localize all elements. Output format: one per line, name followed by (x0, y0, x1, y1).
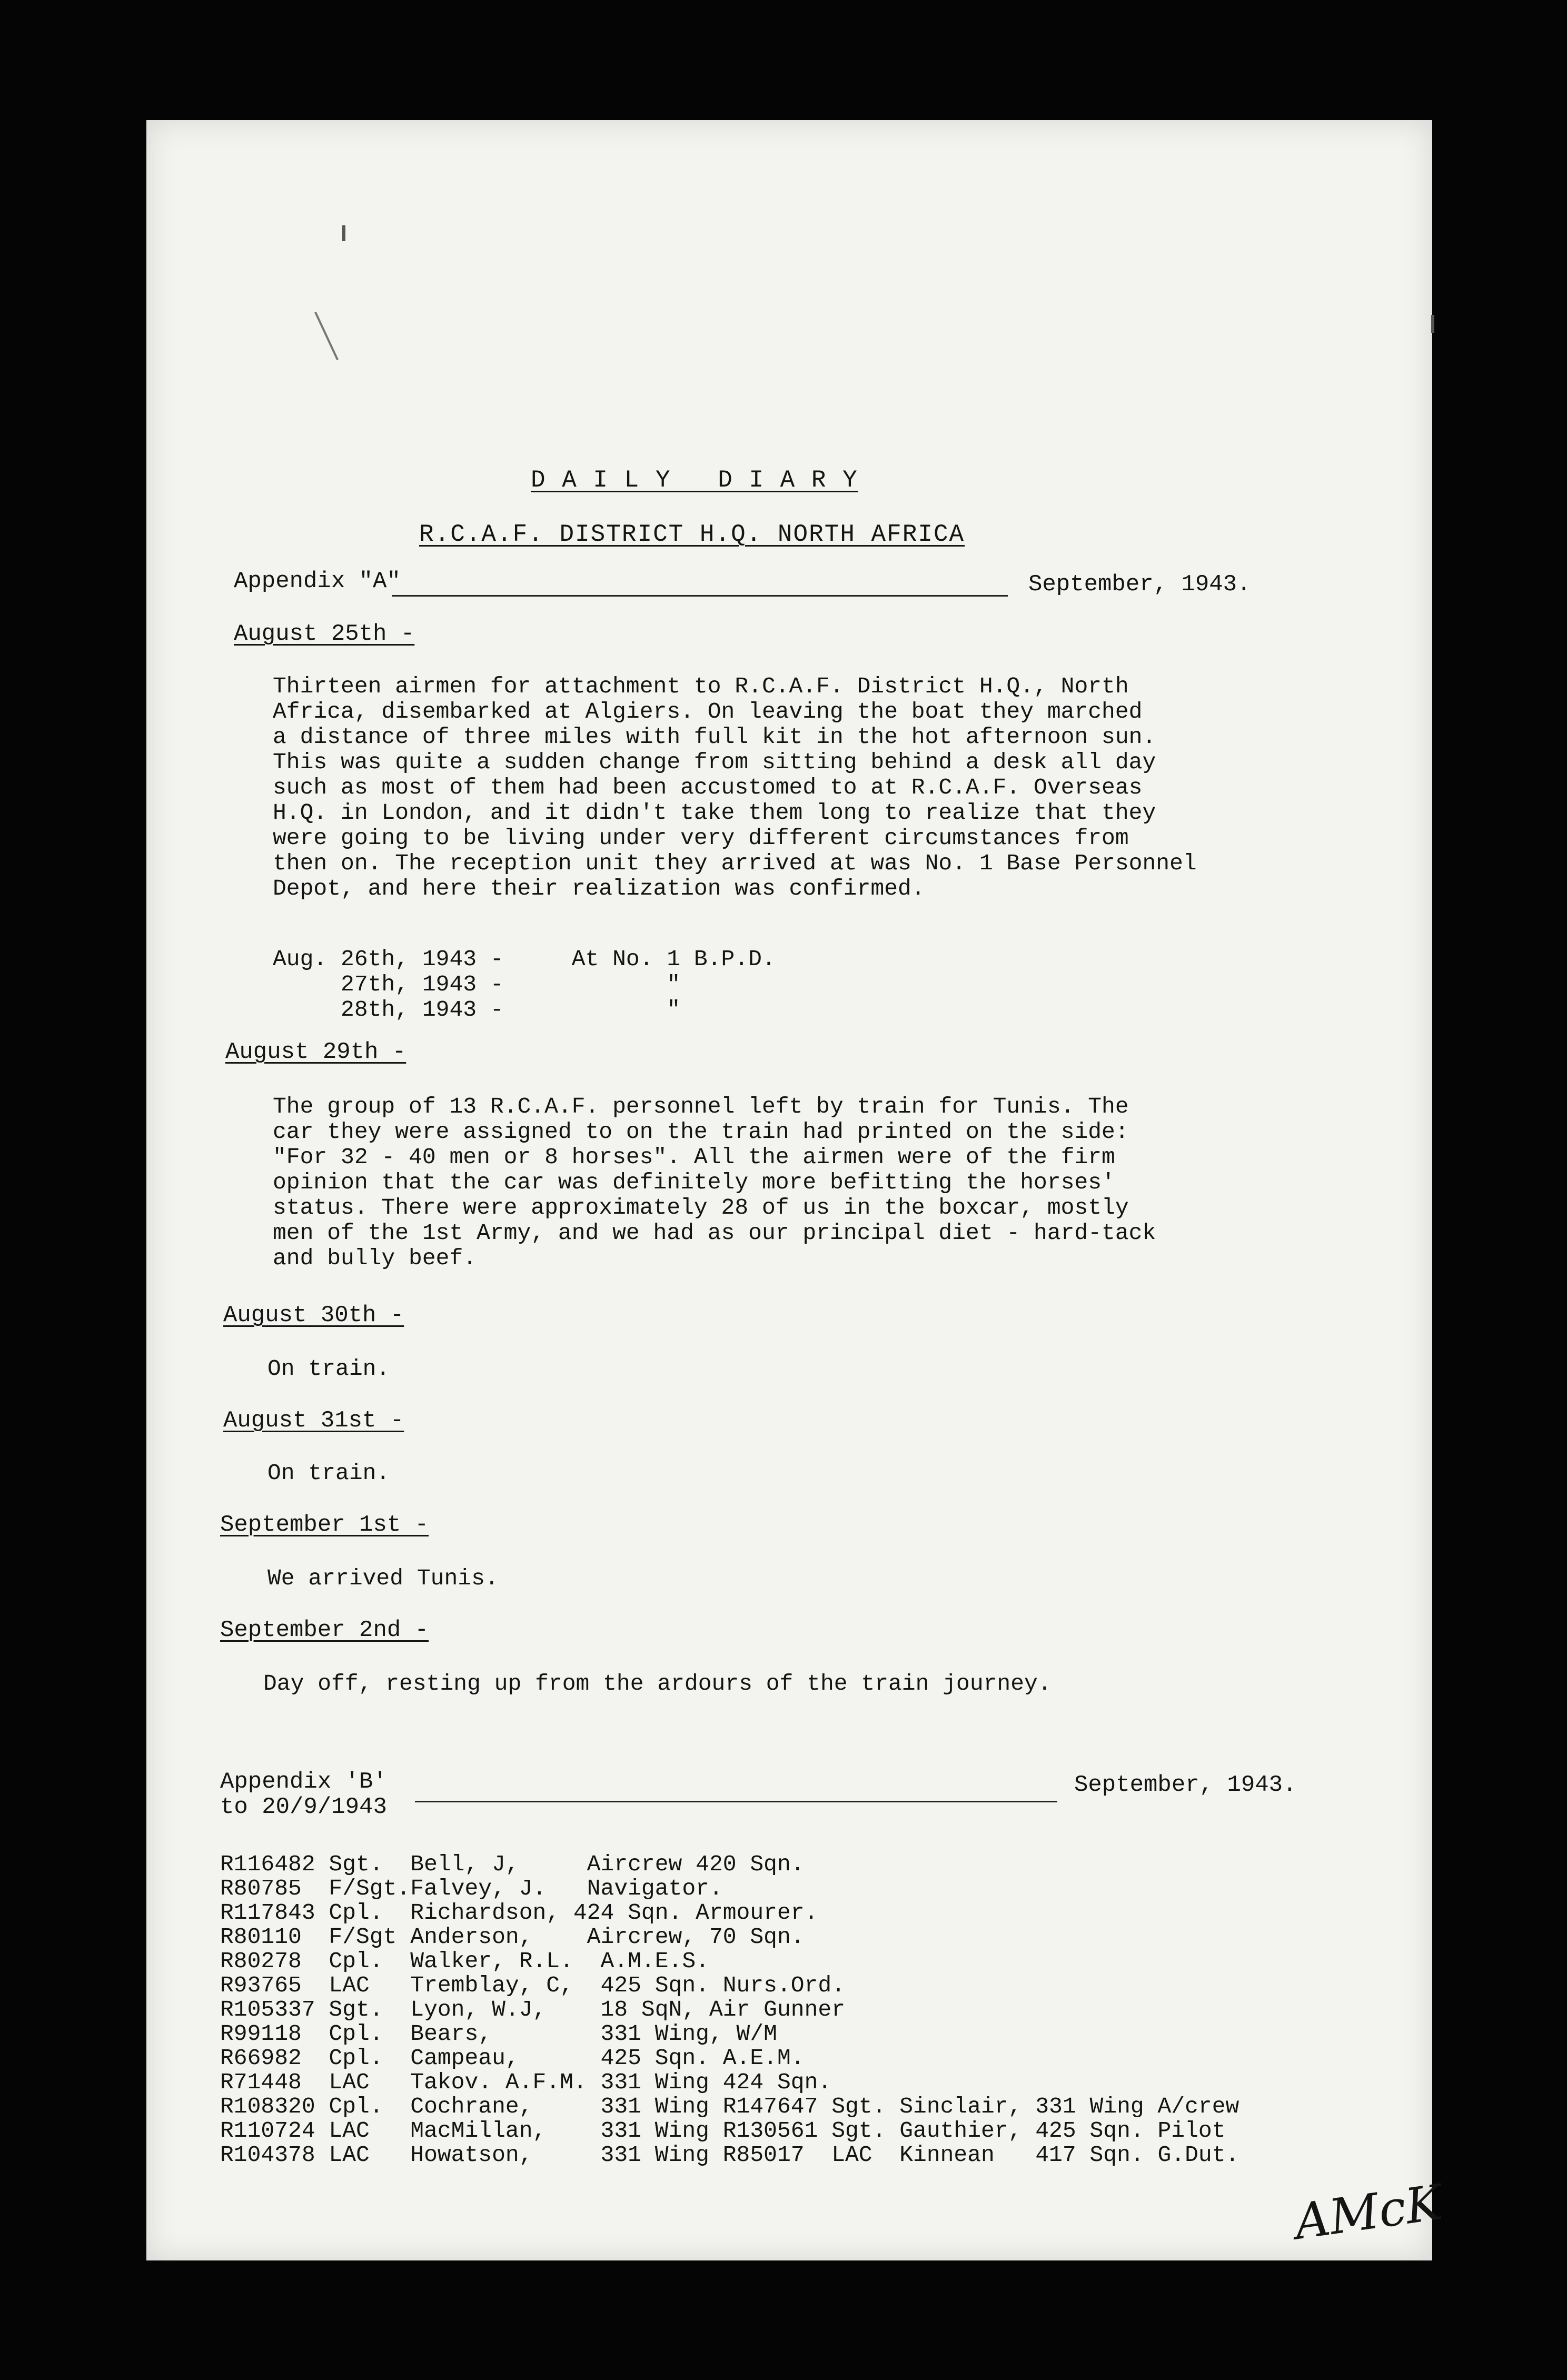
signature: AMcK (1291, 2174, 1445, 2251)
entry-body-aug30: On train. (267, 1356, 390, 1382)
text-line: Africa, disembarked at Algiers. On leaving the boat they marched (273, 699, 1143, 725)
personnel-row: R80110 F/Sgt Anderson, Aircrew, 70 Sqn. (220, 1924, 805, 1950)
personnel-row: R93765 LAC Tremblay, C, 425 Sqn. Nurs.Ord. (220, 1972, 845, 1998)
entry-aug27: 27th, 1943 - " (273, 971, 681, 997)
text-line: opinion that the car was definitely more befitting the horses' (273, 1169, 1115, 1195)
entry-body-aug31: On train. (267, 1460, 390, 1486)
text-line: H.Q. in London, and it didn't take them long to realize that they (273, 800, 1156, 826)
entry-aug28: 28th, 1943 - " (273, 997, 681, 1023)
personnel-row: R104378 LAC Howatson, 331 Wing R85017 LAC Kinnean 417 Sqn. G.Dut. (220, 2142, 1239, 2168)
personnel-row: R117843 Cpl. Richardson, 424 Sqn. Armourer. (220, 1900, 818, 1926)
entry-body-sep2: Day off, resting up from the ardours of the train journey. (263, 1671, 1052, 1697)
entry-aug26: Aug. 26th, 1943 - At No. 1 B.P.D. (273, 946, 776, 972)
entry-heading-sep2: September 2nd - (220, 1617, 429, 1643)
personnel-row: R116482 Sgt. Bell, J, Aircrew 420 Sqn. (220, 1851, 805, 1877)
text-line: such as most of them had been accustomed to at R.C.A.F. Overseas (273, 775, 1143, 800)
personnel-row: R71448 LAC Takov. A.F.M. 331 Wing 424 Sqn. (220, 2069, 832, 2095)
entry-heading-aug30: August 30th - (223, 1302, 404, 1328)
personnel-row: R80785 F/Sgt.Falvey, J. Navigator. (220, 1876, 723, 1901)
text-line: The group of 13 R.C.A.F. personnel left by train for Tunis. The (273, 1094, 1129, 1119)
appendix-b-date: September, 1943. (1074, 1772, 1297, 1798)
document-subtitle: R.C.A.F. DISTRICT H.Q. NORTH AFRICA (419, 521, 965, 548)
entry-heading-sep1: September 1st - (220, 1512, 429, 1538)
text-line: men of the 1st Army, and we had as our principal diet - hard-tack (273, 1220, 1156, 1246)
appendix-b-label: Appendix 'B' (220, 1769, 387, 1795)
text-line: "For 32 - 40 men or 8 horses". All the airmen were of the firm (273, 1144, 1115, 1170)
appendix-b-sublabel: to 20/9/1943 (220, 1794, 387, 1820)
entry-body-sep1: We arrived Tunis. (267, 1565, 499, 1591)
appendix-a-rule (392, 595, 1008, 597)
stray-mark (314, 312, 339, 360)
personnel-row: R80278 Cpl. Walker, R.L. A.M.E.S. (220, 1948, 709, 1974)
appendix-a-label: Appendix "A" (234, 568, 401, 594)
personnel-row: R108320 Cpl. Cochrane, 331 Wing R147647 Sgt. Sinclair, 331 Wing A/crew (220, 2094, 1239, 2119)
personnel-row: R66982 Cpl. Campeau, 425 Sqn. A.E.M. (220, 2045, 805, 2071)
entry-heading-aug31: August 31st - (223, 1407, 404, 1434)
stray-mark (1431, 315, 1434, 333)
appendix-a-date: September, 1943. (1028, 571, 1251, 598)
text-line: car they were assigned to on the train had printed on the side: (273, 1119, 1129, 1145)
text-line: were going to be living under very different circumstances from (273, 825, 1129, 851)
document-page (146, 120, 1445, 2260)
text-line: This was quite a sudden change from sitting behind a desk all day (273, 749, 1156, 775)
text-line: a distance of three miles with full kit in the hot afternoon sun. (273, 724, 1156, 750)
text-line: then on. The reception unit they arrived at was No. 1 Base Personnel (273, 850, 1197, 876)
entry-heading-aug25: August 25th - (234, 621, 415, 647)
text-line: Thirteen airmen for attachment to R.C.A.F. District H.Q., North (273, 673, 1129, 699)
text-line: status. There were approximately 28 of us in the boxcar, mostly (273, 1195, 1129, 1221)
entry-heading-aug29: August 29th - (225, 1039, 406, 1065)
document-title: D A I L Y D I A R Y (531, 467, 858, 494)
personnel-row: R99118 Cpl. Bears, 331 Wing, W/M (220, 2021, 777, 2047)
personnel-row: R110724 LAC MacMillan, 331 Wing R130561 Sgt. Gauthier, 425 Sqn. Pilot (220, 2118, 1226, 2144)
text-line: and bully beef. (273, 1245, 477, 1271)
appendix-b-rule (415, 1801, 1057, 1802)
stray-mark (342, 225, 345, 241)
text-line: Depot, and here their realization was confirmed. (273, 876, 925, 901)
personnel-row: R105337 Sgt. Lyon, W.J, 18 SqN, Air Gunner (220, 1997, 845, 2022)
